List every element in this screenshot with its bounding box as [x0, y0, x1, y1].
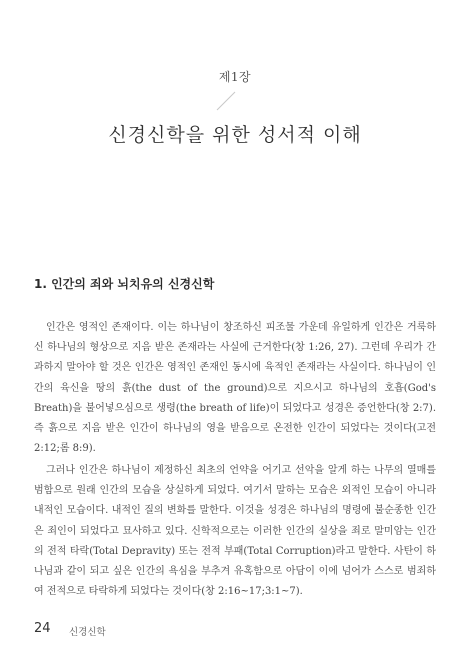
paragraph-text: 그러나 인간은 하나님이 제정하신 최초의 언약을 어기고 선악을 알게 하는 나무의 열매를 범함으로 원래 인간의 모습을 상실하게 되었다. 여기서 말하는 모습은 외적인 모습이 아니라 내적인 모습이다. 내적인 질의 변화를 말한다. 이것을 성경은 하나님의 명령에 불순종한 인간은 죄인이 되었다고 묘사하고 있다. 신학적으로는 이러한 인간의 실상을 죄로 말미암는 인간의 전적 타락(Total Depravity) 또는 전적 부패(Total Corruption)라고 말한다. 사탄이 하나님과 같이 되고 싶은 인간의 욕심을 부추겨 유혹함으로 아담이 이에 넘어가 스스로 범죄하여 전적으로 타락하게 되었다는 것이다(창 2:16~17;3:1~7). — [34, 465, 436, 598]
decorative-slash-divider — [215, 90, 237, 112]
page-number: 24 — [34, 621, 51, 636]
running-title: 신경신학 — [69, 627, 106, 638]
section-heading: 1. 인간의 죄와 뇌치유의 신경신학 — [34, 277, 215, 291]
chapter-label: 제1장 — [218, 70, 252, 84]
body-paragraph — [34, 318, 436, 459]
chapter-title: 신경신학을 위한 성서적 이해 — [108, 124, 362, 146]
body-paragraph — [34, 461, 436, 602]
paragraph-text: 인간은 영적인 존재이다. 이는 하나님이 창조하신 피조물 가운데 유일하게 인간은 거룩하신 하나님의 형상으로 지음 받은 존재라는 사실에 근거한다(창 1:26, 27). 그런데 우리가 간과하지 말아야 할 것은 인간은 영적인 존재인 동시에 육적인 존재라는 사실이다. 하나님이 인간의 육신을 땅의 흙(the dust of the ground)으로 지으시고 하나님의 호흡(God's Breath)을 불어넣으심으로 생령(the breath of life)이 되었다고 성경은 증언한다(창 2:7). 즉 흙으로 지음 받은 인간이 하나님의 영을 받음으로 온전한 인간이 되었다는 것이다(고전 2:12;롬 8:9). — [34, 322, 436, 455]
